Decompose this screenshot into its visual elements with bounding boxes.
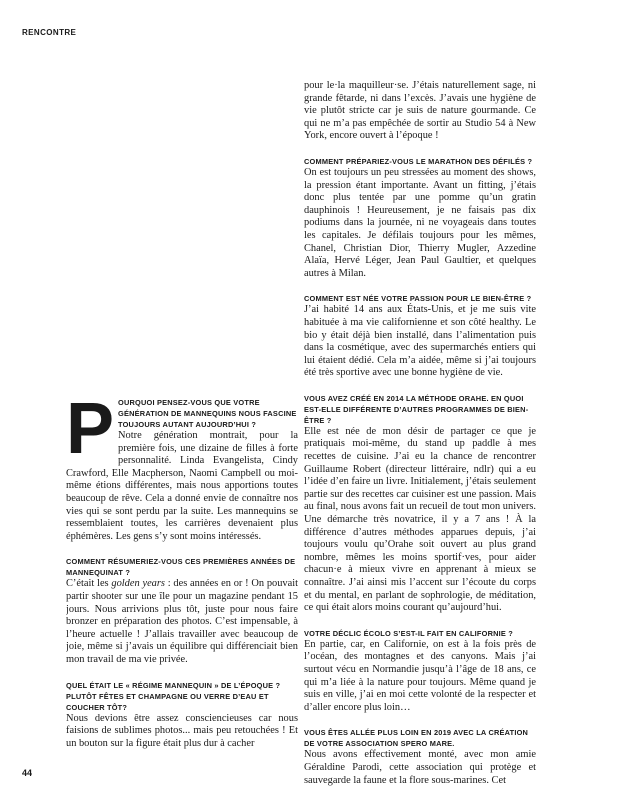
answer-paragraph: Nous devions être assez consciencieuses car nous faisions de sublimes photos... mais peu retouchées ! Et un bouton sur la figure était plus dur à cacher bbox=[66, 712, 298, 749]
question-heading: VOUS AVEZ CRÉÉ EN 2014 LA MÉTHODE ORAHE. EN QUOI EST-ELLE DIFFÉRENTE D’AUTRES PROGRAMMES DE BIEN-ÊTRE ? bbox=[304, 393, 529, 425]
question-heading: COMMENT RÉSUMERIEZ-VOUS CES PREMIÈRES ANNÉES DE MANNEQUINAT ? bbox=[66, 557, 296, 578]
drop-cap: P bbox=[66, 397, 115, 469]
answer-emphasis: golden years bbox=[111, 578, 165, 590]
answer-paragraph bbox=[66, 578, 298, 666]
answer-paragraph: On est toujours un peu stressées au moment des shows, la pression étant importante. Avant un fitting, j’étais donc plus tentée par une pomme qu’un gratin dauphinois ! Heureusement, je ne faisais pas dix podiums dans la journée, ni ne voyageais dans toutes les capitales. Je défilais toujours pour les mêmes, Chanel, Christian Dior, Thierry Mugler, Azzedine Alaïa, Hervé Léger, Jean Paul Gaultier, et quelques autres à Milan. bbox=[304, 166, 536, 279]
answer-paragraph: J’ai habité 14 ans aux États-Unis, et je me suis vite habituée à ma vie californienne et son côté healthy. Le bio y était déjà bien installé, dans l’alimentation puis dans la cosmétique, avec des supermarchés entiers qui lui étaient dédié. Cela m’a aidée, même si j’ai toujours été très sportive avec une bonne hygiène de vie. bbox=[304, 304, 536, 379]
section-label: RENCONTRE bbox=[22, 28, 77, 37]
answer-paragraph: Nous avons effectivement monté, avec mon amie Géraldine Parodi, cette association qui protège et sauvegarde la faune et la flore sous-marines. Cet bbox=[304, 749, 536, 786]
question-heading: COMMENT EST NÉE VOTRE PASSION POUR LE BIEN-ÊTRE ? bbox=[304, 294, 532, 304]
question-heading: VOTRE DÉCLIC ÉCOLO S’EST-IL FAIT EN CALIFORNIE ? bbox=[304, 628, 514, 638]
answer-paragraph: pour le·la maquilleur·se. J’étais naturellement sage, ni grande fêtarde, ni dans l’excès. J’avais une hygiène de vie plutôt stricte car je suis de nature gourmande. Ce qui ne m’a pas empêchée de sortir au Studio 54 à New York, encore ouvert à l’époque ! bbox=[304, 80, 536, 142]
answer-paragraph: En partie, car, en Californie, on est à la fois près de l’océan, des montagnes et des canyons. Mais j’ai surtout vécu en Normandie jusqu’à l’âge de 18 ans, ce qui m’a liée à la nature pour toujours. Même quand je suis en ville, j’ai en moi cette volonté de la respecter et d’aller encore plus loin… bbox=[304, 638, 536, 713]
question-heading: COMMENT PRÉPARIEZ-VOUS LE MARATHON DES DÉFILÉS ? bbox=[304, 156, 533, 166]
question-heading: VOUS ÊTES ALLÉE PLUS LOIN EN 2019 AVEC LA CRÉATION DE VOTRE ASSOCIATION SPERO MARE. bbox=[304, 728, 529, 749]
answer-paragraph: Elle est née de mon désir de partager ce que je pratiquais moi-même, du stand up paddle à mes recettes de cuisine. J’ai eu la chance de rencontrer Guillaume Robert (directeur littéraire, ndlr) qui a eu l’idée d’en faire un livre. Initialement, j’étais seulement partie sur des recettes car cuisiner est une passion. Mais au final, nous avons fait un recueil de tout mon univers. Une démarche très novatrice, il y a 7 ans ! À la différence d’autres méthodes apparues depuis, j’ai toujours voulu qu’Orahe soit ouvert au plus grand nombre, mêmes les moins sportif·ves, pour aider chacun·e à mieux vivre en apprenant à mieux se connaître. J’ai ainsi mis l’accent sur l’écoute du corps et du mental, en parlant de sophrologie, de méditation, ce qui était alors moins courant qu’aujourd’hui. bbox=[304, 425, 536, 614]
answer-paragraph: Notre génération montrait, pour la première fois, une dizaine de filles à forte personnalité. Linda Evangelista, Cindy Crawford, Elle Macpherson, Naomi Campbell ou moi-même étions différentes, mais nous apportions toutes beaucoup de rêve. Cela a donné envie de connaître nos vies qui se sont perdu par la suite. Les mannequins se ressemblaient toutes, les carrières devenaient plus éphémères. Les gens s’y sont moins intéressés. bbox=[66, 430, 298, 542]
answer-text: C’était les bbox=[66, 578, 112, 590]
answer-text: : des années en or ! On pouvait partir shooter sur une île pour un magazine pendant 15 jours. Nous arrivions plus tôt, juste pour nous faire bronzer en préparation des photos. C’est impensable, à l’heure actuelle ! J’allais travailler avec beaucoup de joie, même si j’avais un équilibre qui différenciait bien mon travail de ma vie privée. bbox=[66, 578, 298, 665]
left-column bbox=[66, 397, 298, 790]
question-heading: OURQUOI PENSEZ-VOUS QUE VOTRE GÉNÉRATION DE MANNEQUINS NOUS FASCINE TOUJOURS AUTANT AUJOURD’HUI ? bbox=[118, 398, 297, 429]
question-heading: QUEL ÉTAIT LE « RÉGIME MANNEQUIN » DE L’ÉPOQUE ? PLUTÔT FÊTES ET CHAMPAGNE OU VERRE D’EAU ET COUCHER TÔT? bbox=[66, 680, 281, 712]
page-number: 44 bbox=[22, 768, 33, 778]
right-column bbox=[304, 80, 536, 790]
